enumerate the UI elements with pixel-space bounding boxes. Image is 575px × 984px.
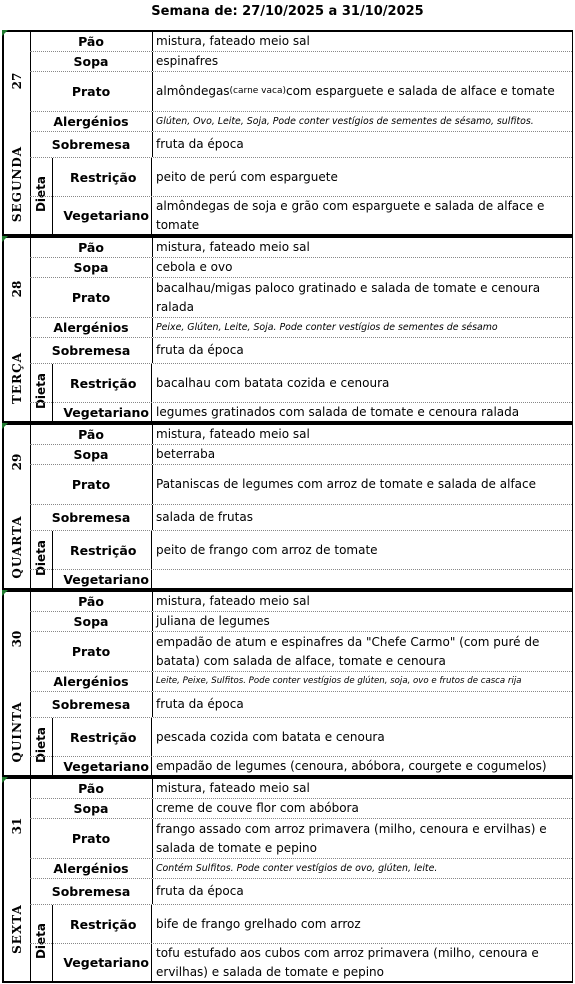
value-restricao: peito de perú com esparguete xyxy=(156,169,338,184)
day-name: QUINTA xyxy=(10,701,24,763)
label-sopa: Sopa xyxy=(30,612,153,631)
day-name: SEGUNDA xyxy=(10,145,24,223)
row-restricao xyxy=(30,158,572,197)
label-pao: Pão xyxy=(30,238,153,257)
day-number: 30 xyxy=(10,630,24,648)
label-sobremesa: Sobremesa xyxy=(30,338,153,363)
label-vegetariano: Vegetariano xyxy=(52,570,152,589)
day-column xyxy=(4,32,31,234)
prato-text-a: almôndegas xyxy=(156,84,230,98)
value-sobremesa: salada de frutas xyxy=(156,510,253,524)
label-sopa: Sopa xyxy=(30,445,153,464)
label-alergenios: Alergénios xyxy=(30,112,153,131)
row-pao xyxy=(30,592,572,612)
row-sobremesa xyxy=(30,505,572,531)
row-pao xyxy=(30,32,572,52)
row-alergenios xyxy=(30,672,572,692)
row-prato xyxy=(30,278,572,318)
label-dieta: Dieta xyxy=(34,726,48,764)
value-alergenios: Leite, Peixe, Sulfitos. Pode conter vestígios de glúten, soja, ovo e frutos de casca rija xyxy=(156,676,522,686)
value-pao: mistura, fateado meio sal xyxy=(156,34,310,48)
label-prato: Prato xyxy=(30,632,153,671)
label-alergenios: Alergénios xyxy=(30,859,153,878)
row-vegetariano xyxy=(30,570,572,589)
day-column xyxy=(4,238,31,421)
value-sobremesa: fruta da época xyxy=(156,343,244,357)
label-alergenios: Alergénios xyxy=(30,318,153,337)
label-prato: Prato xyxy=(30,278,153,317)
label-prato: Prato xyxy=(30,72,153,111)
day-block-27 xyxy=(2,30,573,236)
label-sobremesa: Sobremesa xyxy=(30,132,153,157)
value-pao: mistura, fateado meio sal xyxy=(156,240,310,254)
day-block-28 xyxy=(2,236,573,423)
label-dieta: Dieta xyxy=(34,175,48,213)
label-dieta: Dieta xyxy=(34,372,48,410)
label-prato: Prato xyxy=(30,465,153,504)
label-dieta: Dieta xyxy=(34,539,48,577)
value-vegetariano: tofu estufado aos cubos com arroz primavera (milho, cenoura e ervilhas) e salada de tomate e pepino xyxy=(156,945,539,979)
row-vegetariano xyxy=(30,757,572,776)
value-sobremesa: fruta da época xyxy=(156,697,244,711)
label-alergenios: Alergénios xyxy=(30,672,153,691)
label-pao: Pão xyxy=(30,779,153,798)
day-number: 29 xyxy=(10,453,24,471)
day-column xyxy=(4,779,31,981)
value-vegetariano: empadão de legumes (cenoura, abóbora, courgete e cogumelos) xyxy=(156,759,547,773)
day-block-31 xyxy=(2,777,573,983)
value-prato: Pataniscas de legumes com arroz de tomate e salada de alface xyxy=(156,477,536,491)
row-sobremesa xyxy=(30,338,572,364)
value-sopa: creme de couve flor com abóbora xyxy=(156,801,359,815)
row-restricao xyxy=(30,905,572,944)
label-restricao: Restrição xyxy=(52,905,152,943)
label-restricao: Restrição xyxy=(52,364,152,402)
row-alergenios xyxy=(30,318,572,338)
row-sopa xyxy=(30,258,572,278)
value-alergenios: Peixe, Glúten, Leite, Soja. Pode conter vestígios de sementes de sésamo xyxy=(156,322,498,333)
day-column xyxy=(4,425,31,588)
value-sobremesa: fruta da época xyxy=(156,884,244,898)
value-alergenios: Glúten, Ovo, Leite, Soja, Pode conter vestígios de sementes de sésamo, sulfitos. xyxy=(156,116,534,127)
value-restricao: pescada cozida com batata e cenoura xyxy=(156,729,385,744)
value-prato: empadão de atum e espinafres da "Chefe Carmo" (com puré de batata) com salada de alface, tomate e cenoura xyxy=(156,634,540,668)
label-sobremesa: Sobremesa xyxy=(30,879,153,904)
label-sopa: Sopa xyxy=(30,799,153,818)
label-sobremesa: Sobremesa xyxy=(30,692,153,717)
label-sopa: Sopa xyxy=(30,258,153,277)
value-prato: frango assado com arroz primavera (milho, cenoura e ervilhas) e salada de tomate e pepino xyxy=(156,821,547,855)
row-restricao xyxy=(30,531,572,570)
value-restricao: bife de frango grelhado com arroz xyxy=(156,916,361,931)
prato-text-b: (carne vaca) xyxy=(229,86,286,96)
day-block-29 xyxy=(2,423,573,590)
value-vegetariano xyxy=(156,570,570,589)
day-number: 31 xyxy=(10,817,24,835)
value-sopa: espinafres xyxy=(156,54,219,68)
row-sopa xyxy=(30,52,572,72)
row-vegetariano xyxy=(30,944,572,981)
value-sopa: beterraba xyxy=(156,447,216,461)
label-prato: Prato xyxy=(30,819,153,858)
day-number: 27 xyxy=(10,72,24,90)
label-vegetariano: Vegetariano xyxy=(52,197,152,234)
label-pao: Pão xyxy=(30,425,153,444)
row-sobremesa xyxy=(30,132,572,158)
label-pao: Pão xyxy=(30,592,153,611)
row-pao xyxy=(30,238,572,258)
value-pao: mistura, fateado meio sal xyxy=(156,594,310,608)
day-column xyxy=(4,592,31,775)
value-prato xyxy=(156,72,570,111)
day-name: QUARTA xyxy=(10,515,24,579)
value-sobremesa: fruta da época xyxy=(156,137,244,151)
row-prato xyxy=(30,819,572,859)
label-pao: Pão xyxy=(30,32,153,51)
row-pao xyxy=(30,425,572,445)
row-alergenios xyxy=(30,859,572,879)
value-vegetariano: almôndegas de soja e grão com esparguete e salada de alface e tomate xyxy=(156,198,545,232)
day-name: TERÇA xyxy=(10,352,24,404)
label-vegetariano: Vegetariano xyxy=(52,403,152,422)
label-vegetariano: Vegetariano xyxy=(52,757,152,776)
label-restricao: Restrição xyxy=(52,158,152,196)
day-name: SEXTA xyxy=(10,904,24,954)
row-prato xyxy=(30,465,572,505)
day-block-30 xyxy=(2,590,573,777)
value-sopa: juliana de legumes xyxy=(156,614,270,628)
row-sobremesa xyxy=(30,879,572,905)
row-prato xyxy=(30,72,572,112)
row-sopa xyxy=(30,612,572,632)
label-restricao: Restrição xyxy=(52,718,152,756)
value-prato: bacalhau/migas paloco gratinado e salada de tomate e cenoura ralada xyxy=(156,280,541,314)
row-restricao xyxy=(30,364,572,403)
value-restricao: peito de frango com arroz de tomate xyxy=(156,542,378,557)
row-vegetariano xyxy=(30,197,572,234)
day-number: 28 xyxy=(10,280,24,298)
row-pao xyxy=(30,779,572,799)
page-title: Semana de: 27/10/2025 a 31/10/2025 xyxy=(151,4,424,19)
row-sobremesa xyxy=(30,692,572,718)
prato-text-c: com esparguete e salada de alface e tomate xyxy=(285,84,555,98)
value-alergenios: Contém Sulfitos. Pode conter vestígios de ovo, glúten, leite. xyxy=(156,863,438,874)
value-sopa: cebola e ovo xyxy=(156,260,233,274)
row-alergenios xyxy=(30,112,572,132)
label-sobremesa: Sobremesa xyxy=(30,505,153,530)
value-vegetariano: legumes gratinados com salada de tomate e cenoura ralada xyxy=(156,405,520,419)
row-sopa xyxy=(30,799,572,819)
label-dieta: Dieta xyxy=(34,922,48,960)
row-prato xyxy=(30,632,572,672)
value-restricao: bacalhau com batata cozida e cenoura xyxy=(156,375,390,390)
label-vegetariano: Vegetariano xyxy=(52,944,152,981)
value-pao: mistura, fateado meio sal xyxy=(156,427,310,441)
value-pao: mistura, fateado meio sal xyxy=(156,781,310,795)
row-restricao xyxy=(30,718,572,757)
row-vegetariano xyxy=(30,403,572,422)
label-restricao: Restrição xyxy=(52,531,152,569)
label-sopa: Sopa xyxy=(30,52,153,71)
row-sopa xyxy=(30,445,572,465)
